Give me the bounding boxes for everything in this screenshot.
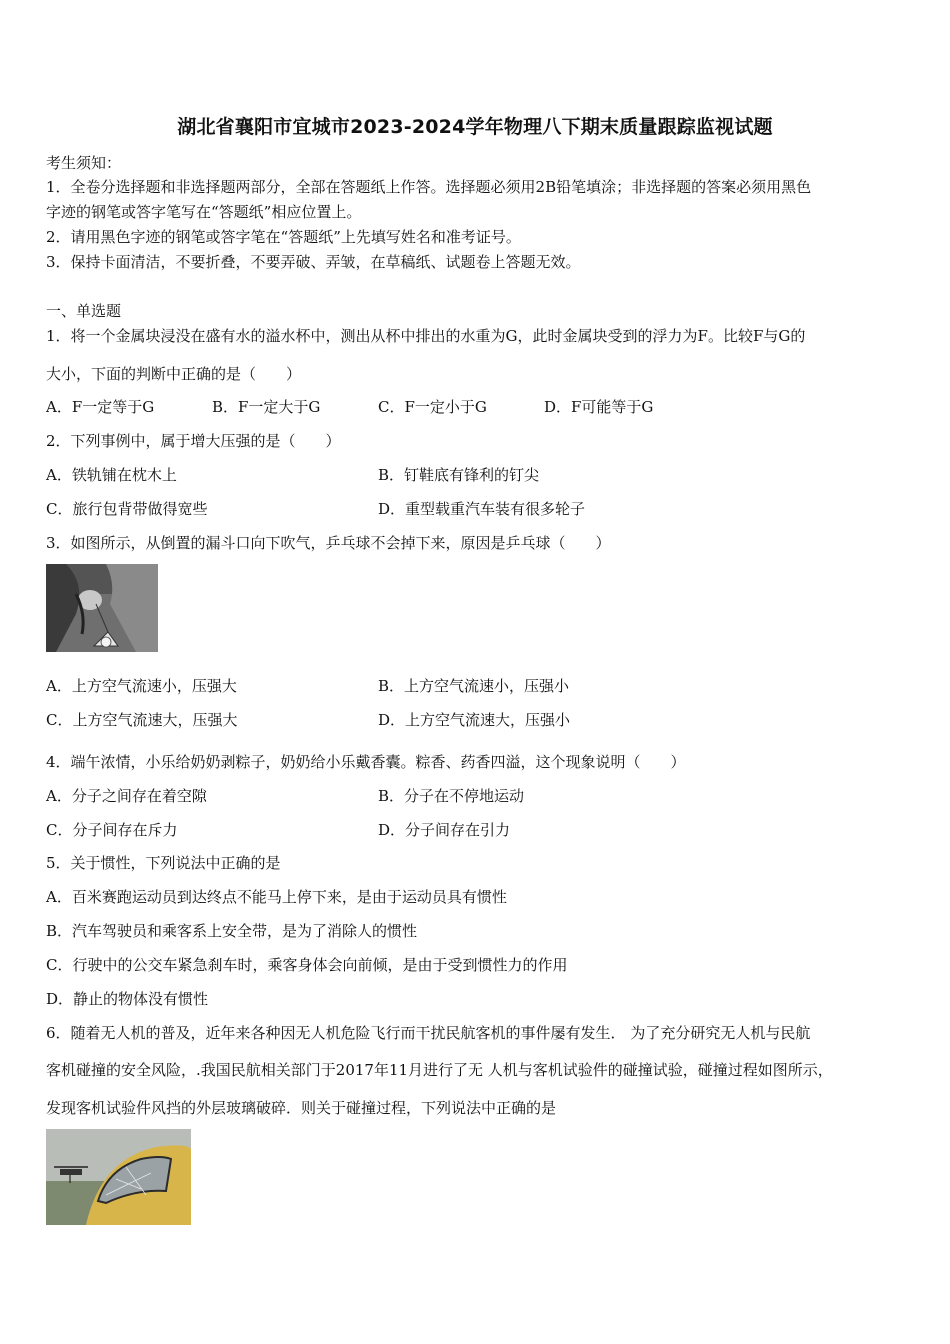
question-1-option-c[interactable]: C．F一定小于G <box>378 398 487 416</box>
question-3-stem: 3．如图所示，从倒置的漏斗口向下吹气，乒乓球不会掉下来，原因是乒乓球（ ） <box>46 534 611 552</box>
question-4-option-a[interactable]: A．分子之间存在着空隙 <box>46 787 207 805</box>
notice-item: 1．全卷分选择题和非选择题两部分，全部在答题纸上作答。选择题必须用2B铅笔填涂；非选择题的答案必须用黑色 <box>46 178 812 196</box>
question-1-option-d[interactable]: D．F可能等于G <box>544 398 654 416</box>
page-title: 湖北省襄阳市宜城市2023-2024学年物理八下期末质量跟踪监视试题 <box>177 116 773 138</box>
drone-collision-photo <box>46 1129 191 1225</box>
question-5-option-b[interactable]: B．汽车驾驶员和乘客系上安全带，是为了消除人的惯性 <box>46 922 418 940</box>
question-3-option-c[interactable]: C．上方空气流速大，压强大 <box>46 711 238 729</box>
notice-item: 字迹的钢笔或答字笔写在“答题纸”相应位置上。 <box>46 203 362 221</box>
question-3-option-b[interactable]: B．上方空气流速小，压强小 <box>378 677 570 695</box>
question-6-stem-cont: 客机碰撞的安全风险，.我国民航相关部门于2017年11月进行了无 人机与客机试验件的碰撞试验，碰撞过程如图所示， <box>46 1061 833 1079</box>
question-2-option-c[interactable]: C．旅行包背带做得宽些 <box>46 500 208 518</box>
question-5-option-c[interactable]: C．行驶中的公交车紧急刹车时，乘客身体会向前倾，是由于受到惯性力的作用 <box>46 956 568 974</box>
question-4-option-c[interactable]: C．分子间存在斥力 <box>46 821 178 839</box>
question-1-option-b[interactable]: B．F一定大于G <box>212 398 321 416</box>
notice-item: 2．请用黑色字迹的钢笔或答字笔在“答题纸”上先填写姓名和准考证号。 <box>46 228 521 246</box>
question-5-option-a[interactable]: A．百米赛跑运动员到达终点不能马上停下来，是由于运动员具有惯性 <box>46 888 507 906</box>
question-1-stem-cont: 大小，下面的判断中正确的是（ ） <box>46 365 302 383</box>
question-5-stem: 5．关于惯性，下列说法中正确的是 <box>46 854 281 872</box>
question-3-option-d[interactable]: D．上方空气流速大，压强小 <box>378 711 571 729</box>
notice-heading: 考生须知： <box>46 154 122 172</box>
question-2-option-d[interactable]: D．重型载重汽车装有很多轮子 <box>378 500 586 518</box>
question-5-option-d[interactable]: D．静止的物体没有惯性 <box>46 990 209 1008</box>
funnel-blowing-photo <box>46 564 158 652</box>
question-1-option-a[interactable]: A．F一定等于G <box>46 398 155 416</box>
question-4-option-d[interactable]: D．分子间存在引力 <box>378 821 511 839</box>
question-2-option-a[interactable]: A．铁轨铺在枕木上 <box>46 466 177 484</box>
question-2-stem: 2．下列事例中，属于增大压强的是（ ） <box>46 432 341 450</box>
question-6-stem-cont: 发现客机试验件风挡的外层玻璃破碎．则关于碰撞过程，下列说法中正确的是 <box>46 1099 557 1117</box>
question-4-option-b[interactable]: B．分子在不停地运动 <box>378 787 525 805</box>
question-2-option-b[interactable]: B．钉鞋底有锋利的钉尖 <box>378 466 540 484</box>
question-3-option-a[interactable]: A．上方空气流速小，压强大 <box>46 677 237 695</box>
question-4-stem: 4．端午浓情，小乐给奶奶剥粽子，奶奶给小乐戴香囊。粽香、药香四溢，这个现象说明（ ） <box>46 753 686 771</box>
question-6-stem: 6．随着无人机的普及，近年来各种因无人机危险飞行而干扰民航客机的事件屡有发生． 为了充分研究无人机与民航 <box>46 1024 811 1042</box>
notice-item: 3．保持卡面清洁，不要折叠，不要弄破、弄皱，在草稿纸、试题卷上答题无效。 <box>46 253 581 271</box>
question-1-stem: 1．将一个金属块浸没在盛有水的溢水杯中，测出从杯中排出的水重为G，此时金属块受到的浮力为F。比较F与G的 <box>46 327 806 345</box>
section-heading: 一、单选题 <box>46 302 122 320</box>
